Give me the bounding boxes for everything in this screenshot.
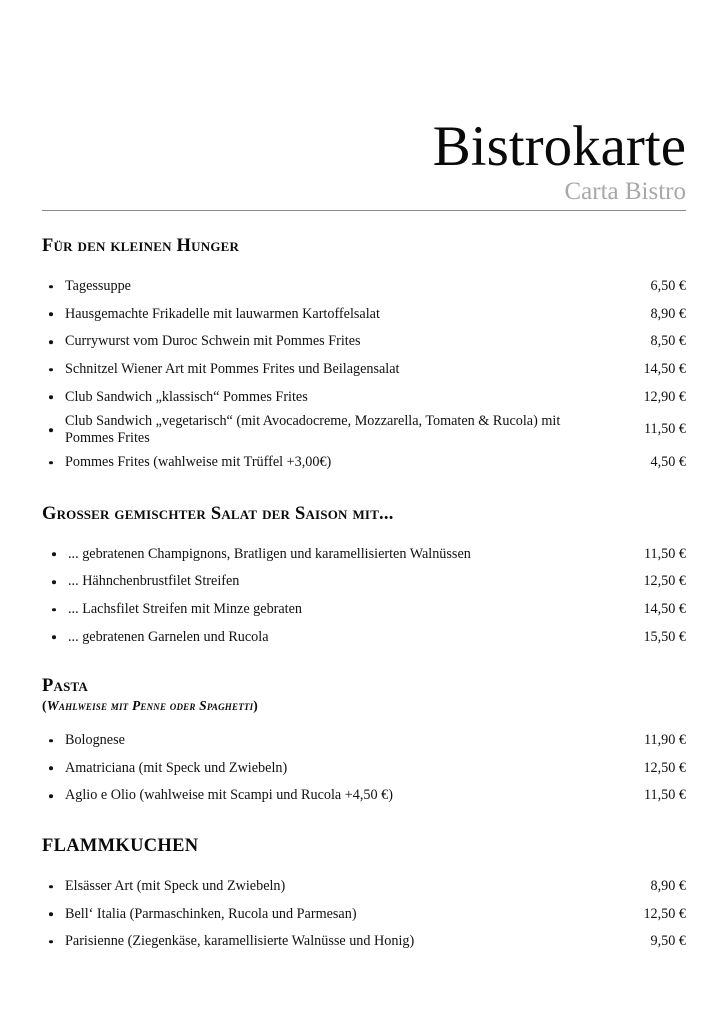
menu-item-name: Parisienne (Ziegenkäse, karamellisierte Walnüsse und Honig) — [65, 933, 415, 950]
menu-item — [42, 449, 686, 477]
bullet-icon — [49, 885, 53, 889]
section-kleiner-hunger — [42, 235, 686, 477]
menu-item-price: 8,90 € — [650, 878, 686, 895]
bullet-icon — [49, 428, 53, 432]
menu-item-name: Club Sandwich „klassisch“ Pommes Frites — [65, 388, 308, 405]
menu-item-price: 14,50 € — [643, 361, 686, 378]
menu-item-name: ... Lachsfilet Streifen mit Minze gebraten — [68, 601, 303, 618]
menu-item — [42, 383, 686, 411]
paren-open: ( — [42, 697, 47, 713]
menu-item — [42, 411, 686, 449]
menu-item-name: Currywurst vom Duroc Schwein mit Pommes Frites — [65, 333, 361, 350]
page-title: Bistrokarte — [432, 115, 686, 178]
menu-item-name: Pommes Frites (wahlweise mit Trüffel +3,00€) — [65, 454, 332, 471]
menu-item — [42, 301, 686, 329]
section-pasta — [42, 675, 686, 810]
menu-item-name: Tagessuppe — [65, 278, 131, 295]
menu-item-name: Bell‘ Italia (Parmaschinken, Rucola und Parmesan) — [65, 905, 357, 922]
menu-item-price: 6,50 € — [650, 278, 686, 295]
menu-item-price: 12,50 € — [643, 905, 686, 922]
menu-header — [42, 0, 686, 207]
bullet-icon — [49, 767, 53, 771]
menu-item-name: ... Hähnchenbrustfilet Streifen — [68, 573, 240, 590]
header-divider — [42, 210, 686, 211]
bullet-icon — [49, 395, 53, 399]
menu-item-name: Amatriciana (mit Speck und Zwiebeln) — [65, 759, 288, 776]
menu-item-price: 11,50 € — [643, 421, 686, 438]
menu-item-name: Club Sandwich „vegetarisch“ (mit Avocadocreme, Mozzarella, Tomaten & Rucola) mit Pommes Frites — [65, 412, 561, 446]
menu-item-price: 15,50 € — [643, 628, 686, 645]
section-subheading — [42, 698, 686, 714]
menu-item-price: 11,50 € — [643, 545, 686, 562]
menu-item — [42, 328, 686, 356]
section-heading: FLAMMKUCHEN — [42, 835, 199, 856]
bullet-icon — [49, 313, 53, 317]
bullet-icon — [52, 580, 56, 584]
bullet-icon — [52, 553, 56, 557]
menu-item-name: ... gebratenen Champignons, Bratligen und karamellisierten Walnüssen — [68, 545, 471, 562]
menu-item-price: 12,50 € — [643, 573, 686, 590]
bullet-icon — [49, 739, 53, 743]
menu-item-price: 12,90 € — [643, 388, 686, 405]
menu-item — [45, 623, 686, 651]
menu-item — [42, 782, 686, 810]
menu-item-price: 4,50 € — [650, 454, 686, 471]
menu-item-price: 9,50 € — [650, 933, 686, 950]
section-heading: Für den kleinen Hunger — [42, 236, 240, 256]
menu-item — [45, 541, 686, 569]
bullet-icon — [49, 285, 53, 289]
menu-item-list — [42, 727, 686, 810]
menu-item-price: 11,90 € — [643, 732, 686, 749]
menu-item-price: 8,50 € — [650, 333, 686, 350]
menu-item-list — [42, 541, 686, 651]
menu-item-name: Hausgemachte Frikadelle mit lauwarmen Kartoffelsalat — [65, 305, 380, 322]
menu-item-price: 8,90 € — [650, 305, 686, 322]
menu-item-name: Aglio e Olio (wahlweise mit Scampi und Rucola +4,50 €) — [65, 787, 393, 804]
bullet-icon — [49, 461, 53, 465]
menu-item — [42, 900, 686, 928]
bullet-icon — [49, 912, 53, 916]
menu-item — [42, 928, 686, 956]
menu-item-list — [42, 273, 686, 477]
section-salat — [42, 503, 686, 651]
bullet-icon — [49, 340, 53, 344]
bullet-icon — [49, 794, 53, 798]
menu-item-name: Elsässer Art (mit Speck und Zwiebeln) — [65, 878, 286, 895]
menu-item-price: 12,50 € — [643, 759, 686, 776]
menu-item — [42, 873, 686, 901]
section-flammkuchen — [42, 835, 686, 956]
menu-item-name: Schnitzel Wiener Art mit Pommes Frites und Beilagensalat — [65, 361, 400, 378]
paren-close: ) — [253, 697, 258, 713]
menu-item — [42, 755, 686, 783]
page-subtitle: Carta Bistro — [564, 178, 686, 205]
menu-item — [45, 596, 686, 624]
menu-item-name: Bolognese — [65, 732, 125, 749]
menu-item — [42, 273, 686, 301]
section-heading: Großer gemischter Salat der Saison mit... — [42, 503, 394, 524]
section-subheading-text: Wahlweise mit Penne oder Spaghetti — [46, 697, 254, 713]
bullet-icon — [49, 368, 53, 372]
menu-item-name: ... gebratenen Garnelen und Rucola — [68, 628, 269, 645]
section-heading: Pasta — [42, 675, 89, 696]
menu-item — [42, 356, 686, 384]
menu-item-list — [42, 873, 686, 956]
menu-item — [45, 568, 686, 596]
bullet-icon — [52, 608, 56, 612]
bullet-icon — [52, 635, 56, 639]
menu-item-price: 14,50 € — [643, 601, 686, 618]
menu-item — [42, 727, 686, 755]
bullet-icon — [49, 940, 53, 944]
menu-item-price: 11,50 € — [643, 787, 686, 804]
